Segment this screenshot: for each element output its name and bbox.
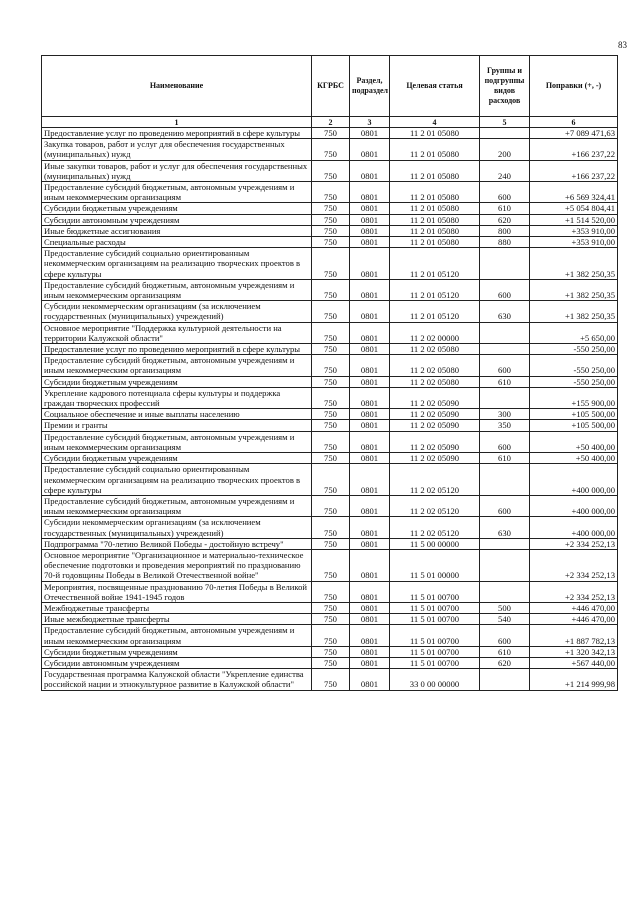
row-kgrbs: 750 bbox=[312, 344, 350, 355]
row-kgrbs: 750 bbox=[312, 182, 350, 203]
row-kgrbs: 750 bbox=[312, 625, 350, 646]
row-expense-type: 540 bbox=[480, 614, 530, 625]
row-expense-type: 610 bbox=[480, 453, 530, 464]
row-name: Предоставление субсидий бюджетным, автономным учреждениям и иным некоммерческим организациям bbox=[42, 279, 312, 300]
table-row bbox=[42, 464, 618, 496]
row-razdel: 0801 bbox=[350, 549, 390, 581]
row-amount: +155 900,00 bbox=[530, 387, 618, 408]
row-amount: +567 440,00 bbox=[530, 657, 618, 668]
row-razdel: 0801 bbox=[350, 225, 390, 236]
row-kgrbs: 750 bbox=[312, 376, 350, 387]
col-number: 1 bbox=[42, 117, 312, 128]
row-razdel: 0801 bbox=[350, 453, 390, 464]
col-number: 4 bbox=[390, 117, 480, 128]
row-kgrbs: 750 bbox=[312, 322, 350, 343]
row-kgrbs: 750 bbox=[312, 538, 350, 549]
row-kgrbs: 750 bbox=[312, 657, 350, 668]
row-name: Подпрограмма "70-летию Великой Победы - достойную встречу" bbox=[42, 538, 312, 549]
row-kgrbs: 750 bbox=[312, 214, 350, 225]
row-razdel: 0801 bbox=[350, 602, 390, 613]
row-kgrbs: 750 bbox=[312, 225, 350, 236]
table-row bbox=[42, 322, 618, 343]
row-kgrbs: 750 bbox=[312, 203, 350, 214]
row-expense-type: 620 bbox=[480, 657, 530, 668]
row-target-article: 11 2 02 00000 bbox=[390, 322, 480, 343]
row-expense-type bbox=[480, 128, 530, 139]
row-razdel: 0801 bbox=[350, 355, 390, 376]
row-name: Иные закупки товаров, работ и услуг для обеспечения государственных (муниципальных) нужд bbox=[42, 160, 312, 181]
row-amount: +166 237,22 bbox=[530, 160, 618, 181]
row-razdel: 0801 bbox=[350, 322, 390, 343]
row-razdel: 0801 bbox=[350, 625, 390, 646]
col-number: 6 bbox=[530, 117, 618, 128]
row-kgrbs: 750 bbox=[312, 128, 350, 139]
table-row bbox=[42, 646, 618, 657]
row-name: Основное мероприятие "Организационное и материально-техническое обеспечение подготовки и проведения мероприятий по празднованию 70-й годовщины Победы в Великой Отечественной войне" bbox=[42, 549, 312, 581]
row-kgrbs: 750 bbox=[312, 387, 350, 408]
table-row bbox=[42, 657, 618, 668]
row-amount: +446 470,00 bbox=[530, 614, 618, 625]
row-expense-type: 620 bbox=[480, 214, 530, 225]
row-expense-type: 610 bbox=[480, 203, 530, 214]
row-kgrbs: 750 bbox=[312, 279, 350, 300]
row-expense-type: 600 bbox=[480, 625, 530, 646]
row-name: Предоставление субсидий социально ориентированным некоммерческим организациям на реализацию творческих проектов в сфере культуры bbox=[42, 248, 312, 280]
row-expense-type: 200 bbox=[480, 139, 530, 160]
row-name: Субсидии бюджетным учреждениям bbox=[42, 453, 312, 464]
header-vr: Группы и подгруппы видов расходов bbox=[480, 56, 530, 117]
row-amount: +50 400,00 bbox=[530, 431, 618, 452]
row-target-article: 11 2 02 05120 bbox=[390, 464, 480, 496]
row-target-article: 11 2 01 05080 bbox=[390, 225, 480, 236]
row-target-article: 11 5 01 00700 bbox=[390, 625, 480, 646]
row-target-article: 11 2 01 05120 bbox=[390, 248, 480, 280]
row-razdel: 0801 bbox=[350, 669, 390, 690]
row-name: Предоставление услуг по проведению мероприятий в сфере культуры bbox=[42, 344, 312, 355]
row-target-article: 11 2 02 05120 bbox=[390, 517, 480, 538]
row-kgrbs: 750 bbox=[312, 409, 350, 420]
row-target-article: 11 5 01 00700 bbox=[390, 581, 480, 602]
row-kgrbs: 750 bbox=[312, 301, 350, 322]
row-razdel: 0801 bbox=[350, 431, 390, 452]
table-row bbox=[42, 376, 618, 387]
row-name: Субсидии бюджетным учреждениям bbox=[42, 646, 312, 657]
row-target-article: 11 2 01 05080 bbox=[390, 139, 480, 160]
row-name: Укрепление кадрового потенциала сферы культуры и поддержка граждан творческих профессий bbox=[42, 387, 312, 408]
page-number: 83 bbox=[618, 40, 627, 50]
row-razdel: 0801 bbox=[350, 376, 390, 387]
row-amount: +1 214 999,98 bbox=[530, 669, 618, 690]
row-razdel: 0801 bbox=[350, 581, 390, 602]
row-razdel: 0801 bbox=[350, 301, 390, 322]
row-target-article: 33 0 00 00000 bbox=[390, 669, 480, 690]
table-row bbox=[42, 495, 618, 516]
row-target-article: 11 2 01 05080 bbox=[390, 182, 480, 203]
table-row bbox=[42, 160, 618, 181]
row-name: Иные межбюджетные трансферты bbox=[42, 614, 312, 625]
row-kgrbs: 750 bbox=[312, 517, 350, 538]
row-target-article: 11 2 01 05080 bbox=[390, 203, 480, 214]
table-row bbox=[42, 279, 618, 300]
row-name: Предоставление субсидий социально ориентированным некоммерческим организациям на реализацию творческих проектов в сфере культуры bbox=[42, 464, 312, 496]
row-target-article: 11 5 01 00700 bbox=[390, 602, 480, 613]
row-razdel: 0801 bbox=[350, 409, 390, 420]
row-expense-type bbox=[480, 464, 530, 496]
row-expense-type: 500 bbox=[480, 602, 530, 613]
table-row bbox=[42, 214, 618, 225]
row-target-article: 11 2 01 05120 bbox=[390, 279, 480, 300]
row-expense-type: 600 bbox=[480, 182, 530, 203]
row-amount: +400 000,00 bbox=[530, 464, 618, 496]
row-name: Предоставление субсидий бюджетным, автономным учреждениям и иным некоммерческим организациям bbox=[42, 355, 312, 376]
row-name: Межбюджетные трансферты bbox=[42, 602, 312, 613]
row-razdel: 0801 bbox=[350, 538, 390, 549]
row-name: Иные бюджетные ассигнования bbox=[42, 225, 312, 236]
col-number: 5 bbox=[480, 117, 530, 128]
row-expense-type: 880 bbox=[480, 237, 530, 248]
table-row bbox=[42, 182, 618, 203]
row-amount: +1 320 342,13 bbox=[530, 646, 618, 657]
row-target-article: 11 2 01 05080 bbox=[390, 160, 480, 181]
row-target-article: 11 5 00 00000 bbox=[390, 538, 480, 549]
row-amount: +7 089 471,63 bbox=[530, 128, 618, 139]
row-expense-type: 350 bbox=[480, 420, 530, 431]
row-amount: +2 334 252,13 bbox=[530, 538, 618, 549]
row-expense-type bbox=[480, 538, 530, 549]
row-amount: +353 910,00 bbox=[530, 225, 618, 236]
row-target-article: 11 2 02 05090 bbox=[390, 453, 480, 464]
col-number: 3 bbox=[350, 117, 390, 128]
row-amount: -550 250,00 bbox=[530, 376, 618, 387]
row-target-article: 11 2 02 05080 bbox=[390, 376, 480, 387]
row-amount: +5 650,00 bbox=[530, 322, 618, 343]
table-row bbox=[42, 248, 618, 280]
row-target-article: 11 2 02 05090 bbox=[390, 387, 480, 408]
row-target-article: 11 2 01 05120 bbox=[390, 301, 480, 322]
row-kgrbs: 750 bbox=[312, 495, 350, 516]
row-expense-type bbox=[480, 669, 530, 690]
table-row bbox=[42, 301, 618, 322]
header-row bbox=[42, 56, 618, 117]
row-target-article: 11 2 02 05090 bbox=[390, 409, 480, 420]
table-row bbox=[42, 517, 618, 538]
row-expense-type: 240 bbox=[480, 160, 530, 181]
table-row bbox=[42, 409, 618, 420]
row-name: Субсидии автономным учреждениям bbox=[42, 214, 312, 225]
row-name: Субсидии некоммерческим организациям (за исключением государственных (муниципальных) учреждений) bbox=[42, 517, 312, 538]
row-name: Субсидии бюджетным учреждениям bbox=[42, 376, 312, 387]
table-row bbox=[42, 614, 618, 625]
row-name: Предоставление услуг по проведению мероприятий в сфере культуры bbox=[42, 128, 312, 139]
row-amount: +5 054 804,41 bbox=[530, 203, 618, 214]
row-name: Субсидии бюджетным учреждениям bbox=[42, 203, 312, 214]
row-amount: +2 334 252,13 bbox=[530, 549, 618, 581]
row-name: Предоставление субсидий бюджетным, автономным учреждениям и иным некоммерческим организациям bbox=[42, 625, 312, 646]
header-cs: Целевая статья bbox=[390, 56, 480, 117]
row-amount: +400 000,00 bbox=[530, 495, 618, 516]
table-row bbox=[42, 602, 618, 613]
table-row bbox=[42, 139, 618, 160]
row-name: Предоставление субсидий бюджетным, автономным учреждениям и иным некоммерческим организациям bbox=[42, 182, 312, 203]
row-name: Основное мероприятие "Поддержка культурной деятельности на территории Калужской области" bbox=[42, 322, 312, 343]
row-kgrbs: 750 bbox=[312, 614, 350, 625]
row-name: Субсидии некоммерческим организациям (за исключением государственных (муниципальных) учреждений) bbox=[42, 301, 312, 322]
row-amount: +1 382 250,35 bbox=[530, 248, 618, 280]
header-sum: Поправки (+, -) bbox=[530, 56, 618, 117]
row-razdel: 0801 bbox=[350, 517, 390, 538]
row-expense-type: 600 bbox=[480, 355, 530, 376]
row-amount: +1 514 520,00 bbox=[530, 214, 618, 225]
row-razdel: 0801 bbox=[350, 237, 390, 248]
row-amount: +105 500,00 bbox=[530, 420, 618, 431]
table-row bbox=[42, 355, 618, 376]
row-kgrbs: 750 bbox=[312, 646, 350, 657]
row-target-article: 11 2 02 05120 bbox=[390, 495, 480, 516]
row-razdel: 0801 bbox=[350, 160, 390, 181]
row-target-article: 11 2 01 05080 bbox=[390, 128, 480, 139]
row-expense-type: 630 bbox=[480, 517, 530, 538]
row-expense-type bbox=[480, 549, 530, 581]
table-row bbox=[42, 128, 618, 139]
header-kgrbs: КГРБС bbox=[312, 56, 350, 117]
row-amount: +50 400,00 bbox=[530, 453, 618, 464]
table-row bbox=[42, 344, 618, 355]
row-expense-type: 600 bbox=[480, 431, 530, 452]
row-name: Предоставление субсидий бюджетным, автономным учреждениям и иным некоммерческим организациям bbox=[42, 431, 312, 452]
table-row bbox=[42, 453, 618, 464]
row-razdel: 0801 bbox=[350, 495, 390, 516]
row-name: Предоставление субсидий бюджетным, автономным учреждениям и иным некоммерческим организациям bbox=[42, 495, 312, 516]
table-row bbox=[42, 431, 618, 452]
row-amount: +1 382 250,35 bbox=[530, 301, 618, 322]
row-razdel: 0801 bbox=[350, 279, 390, 300]
row-kgrbs: 750 bbox=[312, 669, 350, 690]
budget-table bbox=[41, 55, 618, 691]
row-kgrbs: 750 bbox=[312, 431, 350, 452]
table-row bbox=[42, 669, 618, 690]
row-razdel: 0801 bbox=[350, 214, 390, 225]
row-razdel: 0801 bbox=[350, 128, 390, 139]
row-razdel: 0801 bbox=[350, 139, 390, 160]
row-kgrbs: 750 bbox=[312, 453, 350, 464]
row-amount: +1 887 782,13 bbox=[530, 625, 618, 646]
row-kgrbs: 750 bbox=[312, 602, 350, 613]
row-kgrbs: 750 bbox=[312, 248, 350, 280]
row-expense-type: 600 bbox=[480, 495, 530, 516]
row-target-article: 11 5 01 00000 bbox=[390, 549, 480, 581]
row-expense-type bbox=[480, 248, 530, 280]
row-target-article: 11 2 02 05080 bbox=[390, 355, 480, 376]
row-amount: +446 470,00 bbox=[530, 602, 618, 613]
table-row bbox=[42, 549, 618, 581]
row-expense-type: 300 bbox=[480, 409, 530, 420]
row-amount: +353 910,00 bbox=[530, 237, 618, 248]
row-razdel: 0801 bbox=[350, 182, 390, 203]
row-razdel: 0801 bbox=[350, 387, 390, 408]
row-amount: +105 500,00 bbox=[530, 409, 618, 420]
row-kgrbs: 750 bbox=[312, 237, 350, 248]
row-target-article: 11 2 02 05090 bbox=[390, 420, 480, 431]
table-row bbox=[42, 387, 618, 408]
row-name: Государственная программа Калужской области "Укрепление единства российской нации и этнокультурное развитие в Калужской области" bbox=[42, 669, 312, 690]
row-razdel: 0801 bbox=[350, 203, 390, 214]
table-body bbox=[42, 128, 618, 691]
header-name: Наименование bbox=[42, 56, 312, 117]
table-row bbox=[42, 225, 618, 236]
table-row bbox=[42, 420, 618, 431]
row-razdel: 0801 bbox=[350, 614, 390, 625]
row-kgrbs: 750 bbox=[312, 139, 350, 160]
row-amount: +1 382 250,35 bbox=[530, 279, 618, 300]
row-target-article: 11 2 01 05080 bbox=[390, 237, 480, 248]
table-row bbox=[42, 538, 618, 549]
row-kgrbs: 750 bbox=[312, 549, 350, 581]
row-kgrbs: 750 bbox=[312, 160, 350, 181]
row-expense-type: 630 bbox=[480, 301, 530, 322]
row-amount: -550 250,00 bbox=[530, 355, 618, 376]
row-expense-type bbox=[480, 387, 530, 408]
row-name: Премии и гранты bbox=[42, 420, 312, 431]
row-target-article: 11 5 01 00700 bbox=[390, 646, 480, 657]
row-name: Специальные расходы bbox=[42, 237, 312, 248]
row-kgrbs: 750 bbox=[312, 420, 350, 431]
row-expense-type bbox=[480, 581, 530, 602]
col-number: 2 bbox=[312, 117, 350, 128]
table-row bbox=[42, 625, 618, 646]
row-expense-type: 800 bbox=[480, 225, 530, 236]
row-amount: +2 334 252,13 bbox=[530, 581, 618, 602]
table-row bbox=[42, 203, 618, 214]
row-razdel: 0801 bbox=[350, 344, 390, 355]
table-row bbox=[42, 581, 618, 602]
row-kgrbs: 750 bbox=[312, 464, 350, 496]
row-razdel: 0801 bbox=[350, 248, 390, 280]
row-amount: +166 237,22 bbox=[530, 139, 618, 160]
row-razdel: 0801 bbox=[350, 464, 390, 496]
row-expense-type bbox=[480, 344, 530, 355]
row-kgrbs: 750 bbox=[312, 581, 350, 602]
row-razdel: 0801 bbox=[350, 420, 390, 431]
row-name: Мероприятия, посвященные празднованию 70-летия Победы в Великой Отечественной войне 1941-1945 годов bbox=[42, 581, 312, 602]
row-target-article: 11 2 01 05080 bbox=[390, 214, 480, 225]
row-expense-type: 600 bbox=[480, 279, 530, 300]
row-kgrbs: 750 bbox=[312, 355, 350, 376]
row-amount: +6 569 324,41 bbox=[530, 182, 618, 203]
row-target-article: 11 5 01 00700 bbox=[390, 657, 480, 668]
row-razdel: 0801 bbox=[350, 646, 390, 657]
row-amount: +400 000,00 bbox=[530, 517, 618, 538]
column-numbers-row bbox=[42, 117, 618, 128]
row-target-article: 11 5 01 00700 bbox=[390, 614, 480, 625]
row-expense-type: 610 bbox=[480, 376, 530, 387]
row-target-article: 11 2 02 05080 bbox=[390, 344, 480, 355]
row-name: Субсидии автономным учреждениям bbox=[42, 657, 312, 668]
row-name: Социальное обеспечение и иные выплаты населению bbox=[42, 409, 312, 420]
row-expense-type bbox=[480, 322, 530, 343]
row-target-article: 11 2 02 05090 bbox=[390, 431, 480, 452]
row-amount: -550 250,00 bbox=[530, 344, 618, 355]
row-razdel: 0801 bbox=[350, 657, 390, 668]
table-row bbox=[42, 237, 618, 248]
row-name: Закупка товаров, работ и услуг для обеспечения государственных (муниципальных) нужд bbox=[42, 139, 312, 160]
header-razdel: Раздел, подраздел bbox=[350, 56, 390, 117]
row-expense-type: 610 bbox=[480, 646, 530, 657]
